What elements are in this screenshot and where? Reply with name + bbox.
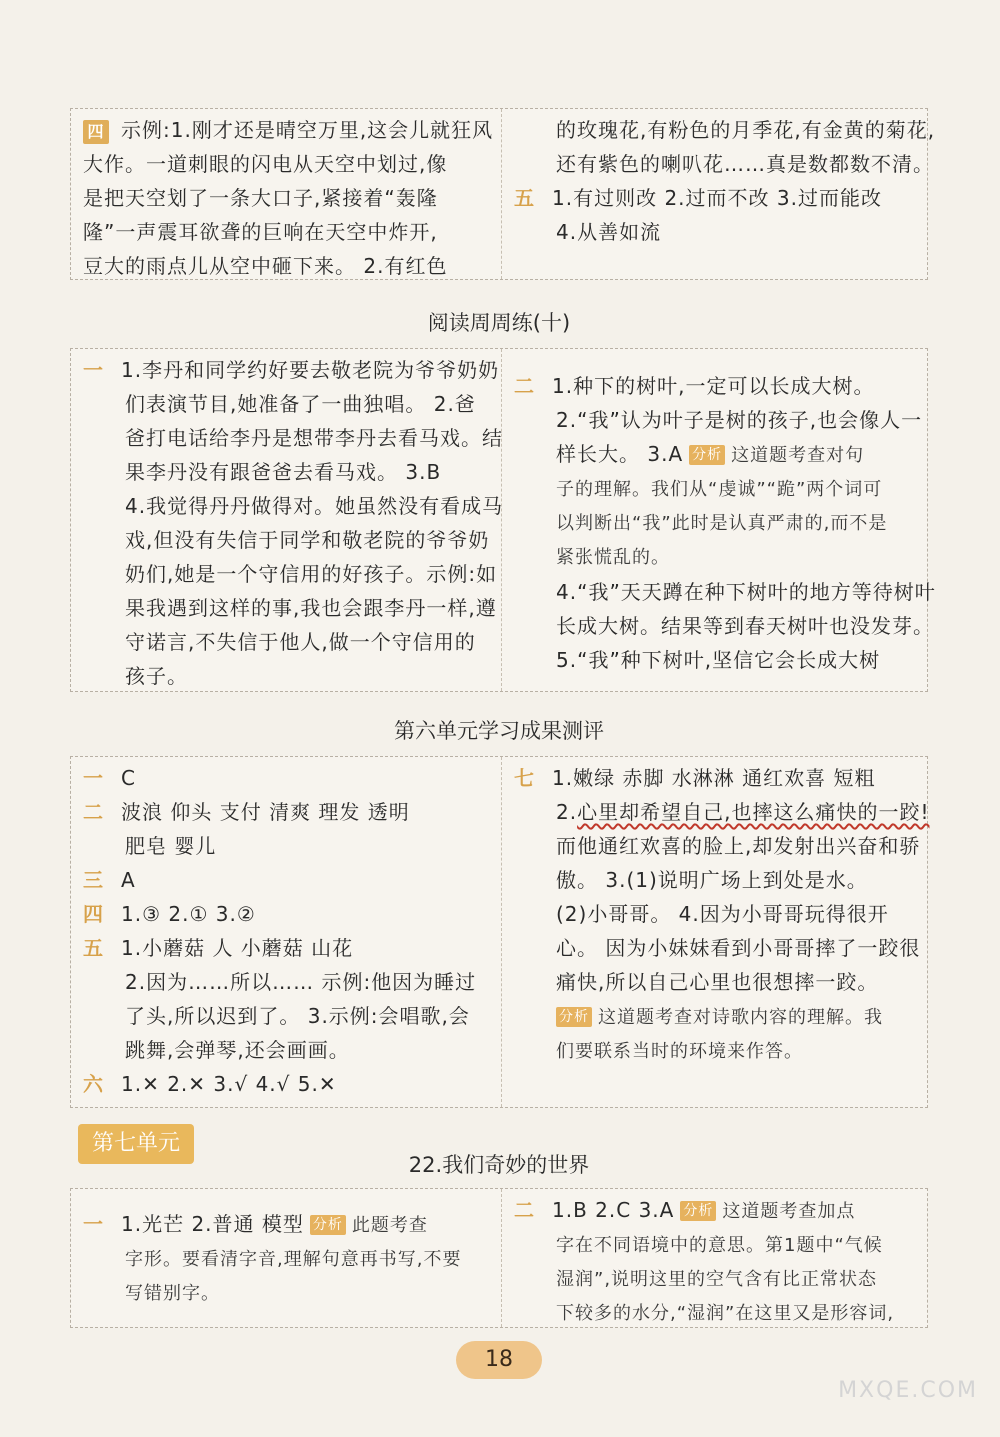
page-number: 18 (456, 1341, 542, 1379)
section-top (70, 108, 936, 280)
section-marker: 一 (83, 766, 104, 790)
analysis-tag: 分析 (689, 445, 725, 465)
section-unit7-right: 二 1.B 2.C 3.A 分析 这道题考查加点 字在不同语境中的意思。第1题中“气候 湿润”,说明这里的空气含有比正常状态 下较多的水分,“湿润”在这里又是形容词, (501, 1189, 929, 1327)
section-unit7 (70, 1188, 928, 1328)
section-unit7-left: 一 1.光芒 2.普通 模型 分析 此题考查 字形。要看清字音,理解句意再书写,不要 写错别字。 (71, 1189, 501, 1327)
watermark-text: MXQE.COM (838, 1378, 978, 1403)
section-marker: 一 (83, 358, 104, 382)
section-marker: 五 (514, 186, 535, 210)
unit-label-badge: 第七单元 (78, 1124, 194, 1164)
section-title: 阅读周周练(十) (427, 311, 571, 335)
section-unit6-right: 七 1.嫩绿 赤脚 水淋淋 通红欢喜 短粗 2.心里却希望自己,也摔这么痛快的一跤! 而他通红欢喜的脸上,却发射出兴奋和骄 傲。 3.(1)说明广场上到处是水。 (2)小哥哥。 4.因为小哥哥玩得很开 心。 因为小妹妹看到小哥哥摔了一跤很 痛快,所以自己心里也很想摔一跤。 分析 这道题考查对诗歌内容的理解。我 们要联系当时的环境来作答。 (501, 757, 929, 1107)
analysis-tag: 分析 (680, 1201, 716, 1221)
section-unit6 (70, 756, 928, 1108)
section-marker: 五 (83, 936, 104, 960)
section-marker: 二 (514, 1198, 535, 1222)
underlined-sentence: 心里却希望自己,也摔这么痛快的一跤! (577, 800, 930, 824)
section-marker: 三 (83, 868, 104, 892)
section-unit6-left: 一 C 二 波浪 仰头 支付 清爽 理发 透明 肥皂 婴儿 三 A 四 1.③ 2.① 3.② 五 1.小蘑菇 人 小蘑菇 山花 2.因为……所以…… 示例:他因为睡过 了头,所以迟到了。 3.示例:会唱歌,会 跳舞,会弹琴,还会画画。 六 1.✕ 2.✕ 3.√ 4.√ 5.✕ (71, 757, 501, 1107)
section-top-right: 的玫瑰花,有粉色的月季花,有金黄的菊花, 还有紫色的喇叭花……真是数都数不清。 五 1.有过则改 2.过而不改 3.过而能改 4.从善如流 (501, 109, 929, 279)
section-marker: 四 (83, 902, 104, 926)
section-reading-left: 一 1.李丹和同学约好要去敬老院为爷爷奶奶 们表演节目,她准备了一曲独唱。 2.爸 爸打电话给李丹是想带李丹去看马戏。结 果李丹没有跟爸爸去看马戏。 3.B 4.我觉得丹丹做得对。她虽然没有看成马 戏,但没有失信于同学和敬老院的爷爷奶 奶们,她是一个守信用的好孩子。示例:如 果我遇到这样的事,我也会跟李丹一样,遵 守诺言,不失信于他人,做一个守信用的 孩子。 (71, 349, 501, 691)
section-marker: 四 (83, 120, 109, 144)
section-top-left: 四 示例:1.刚才还是晴空万里,这会儿就狂风 大作。一道刺眼的闪电从天空中划过,像 是把天空划了一条大口子,紧接着“轰隆 隆”一声震耳欲聋的巨响在天空中炸开, 豆大的雨点儿从空中砸下来。 2.有红色 (83, 118, 494, 278)
section-marker: 六 (83, 1072, 104, 1096)
section-marker: 七 (514, 766, 535, 790)
section-marker: 二 (514, 374, 535, 398)
section-reading-right: 二 1.种下的树叶,一定可以长成大树。 2.“我”认为叶子是树的孩子,也会像人一 样长大。 3.A 分析 这道题考查对句 子的理解。我们从“虔诚”“跪”两个词可 以判断出“我”此时是认真严肃的,而不是 紧张慌乱的。 4.“我”天天蹲在种下树叶的地方等待树叶 长成大树。结果等到春天树叶也没发芽。 5.“我”种下树叶,坚信它会长成大树 (501, 349, 929, 691)
analysis-tag: 分析 (556, 1007, 592, 1027)
section-title: 第六单元学习成果测评 (394, 719, 604, 743)
answer-page (70, 108, 936, 1328)
analysis-tag: 分析 (310, 1215, 346, 1235)
section-reading (70, 348, 936, 692)
section-marker: 一 (83, 1212, 104, 1236)
section-title: 22.我们奇妙的世界 (408, 1153, 590, 1177)
section-marker: 二 (83, 800, 104, 824)
